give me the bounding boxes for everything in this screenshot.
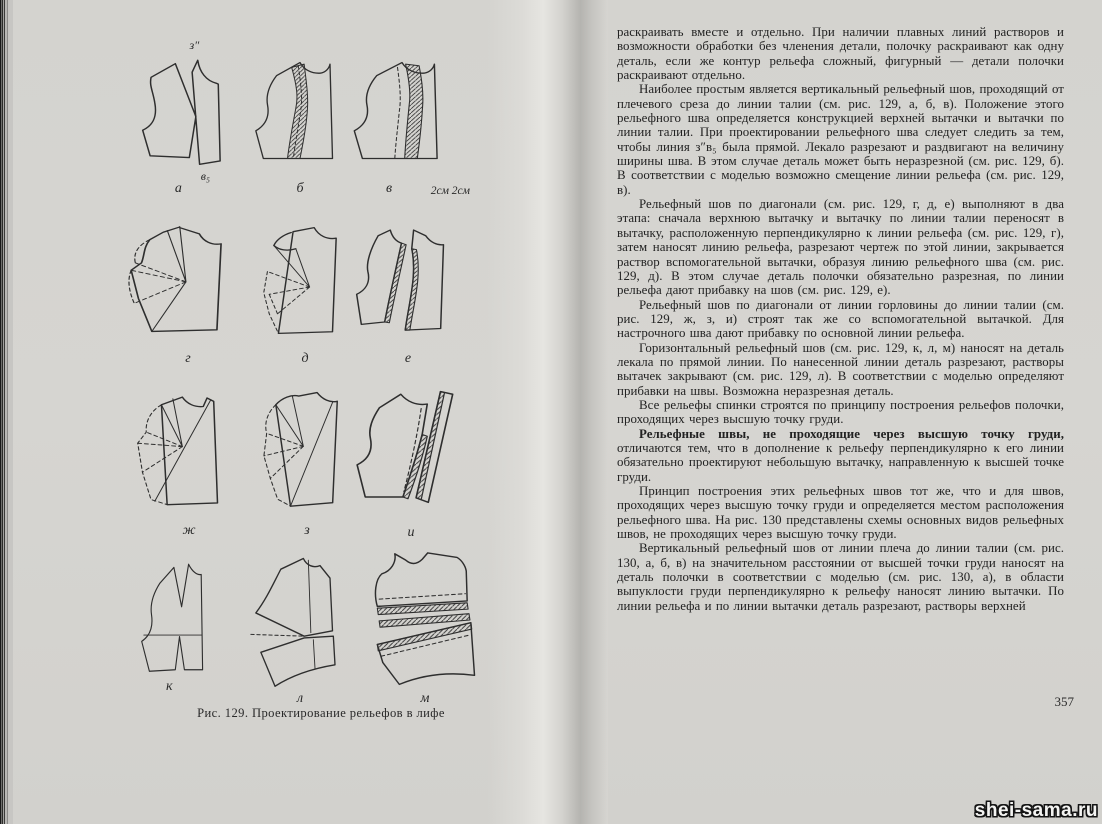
paragraph: Наиболее простым является вертикальный рельефный шов, проходящий от плечевого среза до линии талии (см. рис. 129, а, б, в). Положение этого рельефного шва определяется конструкцией верхней вытачки и вытачки по линии талии. При проектировании рельефного шва следует следить за тем, чтобы линия з″в₅ была прямой. Лекало разрезают и раздвигают на величину ширины шва. В этом случае деталь может быть неразрезной (см. рис. 129, б). В соответствии с моделью возможно смещение линии рельефа (см. рис. 129, в).	[617, 82, 1064, 197]
binding-gutter-shadow	[488, 0, 608, 824]
figure-129-diagram-z	[252, 390, 362, 538]
diagram-label: е	[404, 351, 412, 366]
paragraph-bold-lead: Рельефные швы, не проходящие через высшую точку груди, отличаются тем, что в дополнение к рельефу перпендикулярно к его линии обязательно проектируют небольшую вытачку, направленную к высшей точке груди.	[617, 426, 1064, 484]
page-number: 357	[1054, 694, 1074, 709]
diagram-label: ж	[182, 523, 196, 538]
figure-129-diagram-e	[352, 226, 464, 366]
diagram-label: г	[185, 351, 191, 366]
paragraph: Рельефный шов по диагонали (см. рис. 129, г, д, е) выполняют в два этапа: сначала верхнюю вытачку и вытачку по линии талии переносят в вытачку, расположенную перпендикулярно к линии рельефа (см. рис. 129, г), затем наносят линию рельефа, разрезают чертеж по этой линии, закрывается раствор вспомогательной вытачки, образуя линию рельефного шва (см. рис. 129, д). В этом случае деталь полочки обязательно разрезная, по линии рельефа дают прибавку на шов (см. рис. 129, е).	[617, 197, 1064, 298]
diagram-label: в	[385, 181, 393, 196]
diagram-label: к	[165, 679, 173, 694]
site-watermark: shei-sama.ru	[974, 800, 1098, 821]
paragraph: Принцип построения этих рельефных швов тот же, что и для швов, проходящих через высшую точку груди и определяется местом расположения рельефного шва. На рис. 130 представлены схемы основных видов рельефных швов, не проходящих через высшую точку груди.	[617, 484, 1064, 542]
figure-129-diagram-k	[134, 558, 218, 694]
diagram-label: б	[296, 181, 304, 196]
text-column	[617, 25, 1064, 613]
diagram-label: з	[304, 523, 310, 538]
book-edge-strip	[0, 0, 13, 824]
figure-129-diagram-l	[250, 554, 350, 706]
paragraph: Вертикальный рельефный шов от линии плеча до линии талии (см. рис. 130, а, б, в) на значительном расстоянии от высшей точки груди наносят на деталь полочки в соответствии с моделью (см. рис. 130, а), в области выпуклости груди перпендикулярно к рельефу наносят линию вытачки. По линии рельефа и по линии вытачки деталь разрезают, растворы верхней	[617, 541, 1064, 613]
paragraph: раскраивать вместе и отдельно. При наличии плавных линий растворов и возможности обработки без членения детали, полочку раскраивают как одну деталь, если же контур рельефа сложный, фигурный — детали полочки раскраивают отдельно.	[617, 25, 1064, 83]
diagram-label: м	[420, 691, 430, 706]
figure-129-diagram-i	[350, 388, 472, 540]
figure-129-diagram-v	[348, 56, 470, 197]
figure-129-diagram-d	[250, 226, 360, 366]
figure-129-diagram-a	[138, 38, 250, 196]
point-label-top: з″	[189, 38, 200, 52]
paragraph: Рельефный шов по диагонали от линии горловины до линии талии (см. рис. 129, ж, з, и) строят так же со вспомогательной вытачкой. Для настрочного шва дают прибавку по основной линии рельефа.	[617, 297, 1064, 341]
figure-129-diagram-g	[126, 224, 250, 366]
figure-caption: Рис. 129. Проектирование рельефов в лифе	[197, 706, 445, 720]
seam-width-note: 2см 2см	[430, 185, 470, 197]
left-page-figure	[13, 0, 503, 824]
paragraph: Горизонтальный рельефный шов (см. рис. 129, к, л, м) наносят на деталь лекала по прямой линии. По нанесенной линии деталь разрезают, растворы вытачек закрывают (см. рис. 129, л). В соответствии с моделью определяют прибавки на швы. Возможна неразрезная деталь.	[617, 340, 1064, 398]
paragraph: Все рельефы спинки строятся по принципу построения рельефов полочки, проходящих через высшую точку груди.	[617, 397, 1064, 427]
diagram-label: а	[174, 181, 182, 196]
point-label-bottom: в₅	[200, 169, 211, 183]
diagram-label: д	[301, 351, 309, 366]
diagram-label: л	[296, 691, 304, 706]
right-page-text	[606, 0, 1102, 824]
figure-129-diagram-m	[370, 552, 480, 706]
figure-129-diagram-zh	[132, 392, 246, 538]
figure-129-diagram-b	[250, 56, 350, 196]
diagram-label: и	[407, 525, 415, 540]
